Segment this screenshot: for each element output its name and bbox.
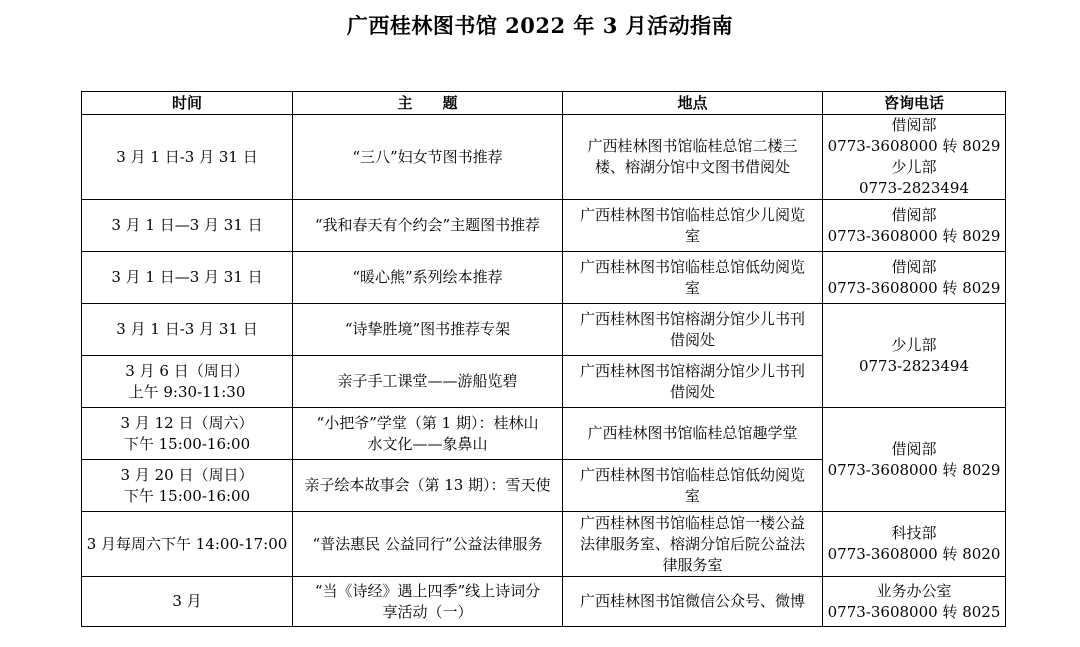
table-row	[82, 115, 1006, 200]
cell-time: 3 月 1 日-3 月 31 日	[82, 304, 293, 356]
cell-location: 广西桂林图书馆临桂总馆趣学堂	[563, 408, 823, 460]
cell-contact: 业务办公室 0773-3608000 转 8025	[823, 577, 1006, 627]
cell-topic: 亲子手工课堂——游船览碧	[293, 356, 563, 408]
cell-location: 广西桂林图书馆榕湖分馆少儿书刊 借阅处	[563, 304, 823, 356]
activity-schedule-table	[81, 91, 1006, 627]
cell-contact: 科技部 0773-3608000 转 8020	[823, 512, 1006, 577]
cell-time: 3 月每周六下午 14:00-17:00	[82, 512, 293, 577]
cell-topic: “我和春天有个约会”主题图书推荐	[293, 200, 563, 252]
table-row	[82, 200, 1006, 252]
cell-time: 3 月 20 日（周日） 下午 15:00-16:00	[82, 460, 293, 512]
table-row	[82, 304, 1006, 356]
cell-contact: 借阅部 0773-3608000 转 8029	[823, 200, 1006, 252]
table-row	[82, 577, 1006, 627]
table-row	[82, 512, 1006, 577]
cell-topic: “三八”妇女节图书推荐	[293, 115, 563, 200]
document-title: 广西桂林图书馆 2022 年 3 月活动指南	[346, 13, 734, 38]
cell-topic: “诗挚胜境”图书推荐专架	[293, 304, 563, 356]
cell-contact: 借阅部 0773-3608000 转 8029 少儿部 0773-2823494	[823, 115, 1006, 200]
cell-location: 广西桂林图书馆微信公众号、微博	[563, 577, 823, 627]
cell-topic: 亲子绘本故事会（第 13 期）：雪天使	[293, 460, 563, 512]
cell-contact: 借阅部 0773-3608000 转 8029	[823, 252, 1006, 304]
cell-location: 广西桂林图书馆临桂总馆少儿阅览 室	[563, 200, 823, 252]
cell-contact: 少儿部 0773-2823494	[823, 304, 1006, 408]
cell-topic: “普法惠民 公益同行”公益法律服务	[293, 512, 563, 577]
table-row	[82, 252, 1006, 304]
cell-location: 广西桂林图书馆榕湖分馆少儿书刊 借阅处	[563, 356, 823, 408]
cell-topic: “当《诗经》遇上四季”线上诗词分 享活动（一）	[293, 577, 563, 627]
cell-location: 广西桂林图书馆临桂总馆二楼三 楼、榕湖分馆中文图书借阅处	[563, 115, 823, 200]
cell-contact: 借阅部 0773-3608000 转 8029	[823, 408, 1006, 512]
cell-topic: “暖心熊”系列绘本推荐	[293, 252, 563, 304]
cell-location: 广西桂林图书馆临桂总馆低幼阅览 室	[563, 252, 823, 304]
cell-topic: “小把爷”学堂（第 1 期）：桂林山 水文化——象鼻山	[293, 408, 563, 460]
header-topic: 主 题	[293, 92, 563, 115]
cell-time: 3 月 1 日-3 月 31 日	[82, 115, 293, 200]
table-row	[82, 408, 1006, 460]
cell-time: 3 月 12 日（周六） 下午 15:00-16:00	[82, 408, 293, 460]
cell-time: 3 月	[82, 577, 293, 627]
cell-time: 3 月 1 日—3 月 31 日	[82, 252, 293, 304]
table-header-row	[82, 92, 1006, 115]
cell-time: 3 月 1 日—3 月 31 日	[82, 200, 293, 252]
header-contact: 咨询电话	[823, 92, 1006, 115]
header-time: 时间	[82, 92, 293, 115]
cell-location: 广西桂林图书馆临桂总馆一楼公益 法律服务室、榕湖分馆后院公益法 律服务室	[563, 512, 823, 577]
cell-time: 3 月 6 日（周日） 上午 9:30-11:30	[82, 356, 293, 408]
cell-location: 广西桂林图书馆临桂总馆低幼阅览 室	[563, 460, 823, 512]
header-location: 地点	[563, 92, 823, 115]
